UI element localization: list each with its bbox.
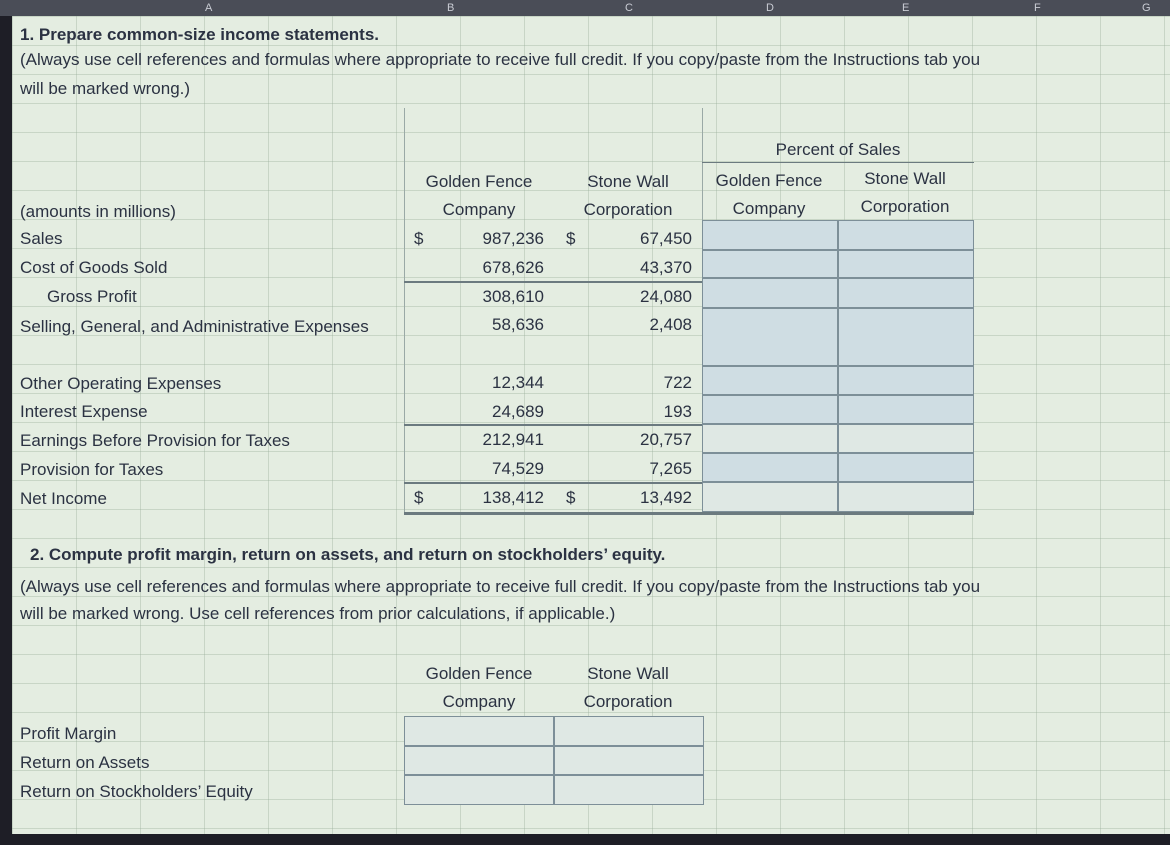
stone-wall-header-line2[interactable]: Corporation: [583, 200, 673, 219]
part2-golden-header-line2[interactable]: Company: [442, 692, 516, 711]
golden-sales-value[interactable]: 987,236: [482, 229, 544, 248]
row-label-profit-margin[interactable]: Profit Margin: [20, 724, 117, 743]
column-header-a[interactable]: A: [205, 2, 213, 14]
row-label-net-income[interactable]: Net Income: [20, 489, 107, 508]
row-label-sga[interactable]: Selling, General, and Administrative Expenses: [20, 317, 369, 336]
stone-profit-margin-input[interactable]: [554, 716, 704, 746]
column-header-b[interactable]: B: [447, 2, 455, 14]
golden-sga-value[interactable]: 58,636: [492, 315, 544, 334]
golden-roa-input[interactable]: [404, 746, 554, 775]
pct-stone-header-line2[interactable]: Corporation: [860, 197, 950, 216]
stone-cogs-value[interactable]: 43,370: [640, 258, 692, 277]
stone-roe-input[interactable]: [554, 775, 704, 805]
amounts-units-label[interactable]: (amounts in millions): [20, 202, 176, 221]
part1-title[interactable]: 1. Prepare common-size income statements.: [20, 25, 380, 44]
column-header-e[interactable]: E: [902, 2, 910, 14]
currency-symbol: $: [414, 229, 424, 248]
stone-wall-header-line1[interactable]: Stone Wall: [587, 172, 669, 191]
pct-stone-ebt-input[interactable]: [838, 424, 974, 453]
row-label-other-operating[interactable]: Other Operating Expenses: [20, 374, 222, 393]
row-label-cogs[interactable]: Cost of Goods Sold: [20, 258, 168, 277]
golden-net-income-value[interactable]: 138,412: [482, 488, 544, 507]
golden-gross-profit-value[interactable]: 308,610: [482, 287, 544, 306]
part2-title[interactable]: 2. Compute profit margin, return on assets, and return on stockholders’ equity.: [30, 545, 666, 564]
row-label-ebt[interactable]: Earnings Before Provision for Taxes: [20, 431, 290, 450]
golden-fence-header-line1[interactable]: Golden Fence: [425, 172, 533, 191]
pct-stone-other-operating-input[interactable]: [838, 366, 974, 395]
pct-stone-sga-input[interactable]: [838, 308, 974, 366]
stone-gross-profit-value[interactable]: 24,080: [640, 287, 692, 306]
stone-interest-value[interactable]: 193: [663, 402, 692, 421]
golden-roe-input[interactable]: [404, 775, 554, 805]
part1-note-line2[interactable]: will be marked wrong.): [20, 79, 191, 98]
golden-profit-margin-input[interactable]: [404, 716, 554, 746]
golden-taxes-value[interactable]: 74,529: [492, 459, 544, 478]
column-header-g[interactable]: G: [1142, 2, 1151, 14]
column-divider: [404, 108, 405, 514]
pct-golden-taxes-input[interactable]: [702, 453, 838, 482]
spreadsheet-grid[interactable]: [12, 16, 1170, 834]
stone-sga-value[interactable]: 2,408: [649, 315, 692, 334]
column-header-f[interactable]: F: [1034, 2, 1041, 14]
pct-golden-sga-input[interactable]: [702, 308, 838, 366]
row-label-interest[interactable]: Interest Expense: [20, 402, 148, 421]
pct-golden-gross-profit-input[interactable]: [702, 278, 838, 308]
pct-stone-taxes-input[interactable]: [838, 453, 974, 482]
pct-golden-net-income-input[interactable]: [702, 482, 838, 512]
percent-header-underline: [702, 162, 974, 163]
part1-note-line1[interactable]: (Always use cell references and formulas where appropriate to receive full credit. If you copy/paste from the Instructions tab you: [20, 50, 981, 69]
stone-taxes-value[interactable]: 7,265: [649, 459, 692, 478]
pct-golden-header-line1[interactable]: Golden Fence: [715, 171, 823, 190]
row-label-sales[interactable]: Sales: [20, 229, 63, 248]
pct-stone-gross-profit-input[interactable]: [838, 278, 974, 308]
stone-other-operating-value[interactable]: 722: [663, 373, 692, 392]
row-label-return-on-equity[interactable]: Return on Stockholders’ Equity: [20, 782, 253, 801]
currency-symbol: $: [566, 488, 576, 507]
pct-golden-ebt-input[interactable]: [702, 424, 838, 453]
subtotal-rule: [404, 482, 702, 484]
row-label-gross-profit[interactable]: Gross Profit: [47, 287, 137, 306]
pct-golden-other-operating-input[interactable]: [702, 366, 838, 395]
column-header-bar: [0, 0, 1170, 16]
golden-interest-value[interactable]: 24,689: [492, 402, 544, 421]
row-label-taxes[interactable]: Provision for Taxes: [20, 460, 164, 479]
row-label-return-on-assets[interactable]: Return on Assets: [20, 753, 150, 772]
golden-cogs-value[interactable]: 678,626: [482, 258, 544, 277]
percent-of-sales-header[interactable]: Percent of Sales: [775, 140, 901, 159]
pct-golden-header-line2[interactable]: Company: [732, 199, 806, 218]
pct-stone-cogs-input[interactable]: [838, 250, 974, 278]
golden-ebt-value[interactable]: 212,941: [482, 430, 544, 449]
stone-ebt-value[interactable]: 20,757: [640, 430, 692, 449]
pct-stone-sales-input[interactable]: [838, 220, 974, 250]
pct-stone-interest-input[interactable]: [838, 395, 974, 424]
stone-net-income-value[interactable]: 13,492: [640, 488, 692, 507]
golden-fence-header-line2[interactable]: Company: [442, 200, 516, 219]
pct-golden-interest-input[interactable]: [702, 395, 838, 424]
golden-other-operating-value[interactable]: 12,344: [492, 373, 544, 392]
column-header-c[interactable]: C: [625, 2, 633, 14]
double-underline: [404, 512, 974, 515]
part2-stone-header-line2[interactable]: Corporation: [583, 692, 673, 711]
part2-stone-header-line1[interactable]: Stone Wall: [587, 664, 669, 683]
currency-symbol: $: [566, 229, 576, 248]
subtotal-rule: [404, 424, 702, 426]
column-header-d[interactable]: D: [766, 2, 774, 14]
pct-golden-cogs-input[interactable]: [702, 250, 838, 278]
part2-note-line1[interactable]: (Always use cell references and formulas where appropriate to receive full credit. If you copy/paste from the Instructions tab you: [20, 577, 981, 596]
stone-roa-input[interactable]: [554, 746, 704, 775]
pct-stone-net-income-input[interactable]: [838, 482, 974, 512]
pct-golden-sales-input[interactable]: [702, 220, 838, 250]
pct-stone-header-line1[interactable]: Stone Wall: [864, 169, 946, 188]
currency-symbol: $: [414, 488, 424, 507]
part2-note-line2[interactable]: will be marked wrong. Use cell references from prior calculations, if applicable.): [20, 604, 616, 623]
subtotal-rule: [404, 281, 702, 283]
part2-golden-header-line1[interactable]: Golden Fence: [425, 664, 533, 683]
stone-sales-value[interactable]: 67,450: [640, 229, 692, 248]
